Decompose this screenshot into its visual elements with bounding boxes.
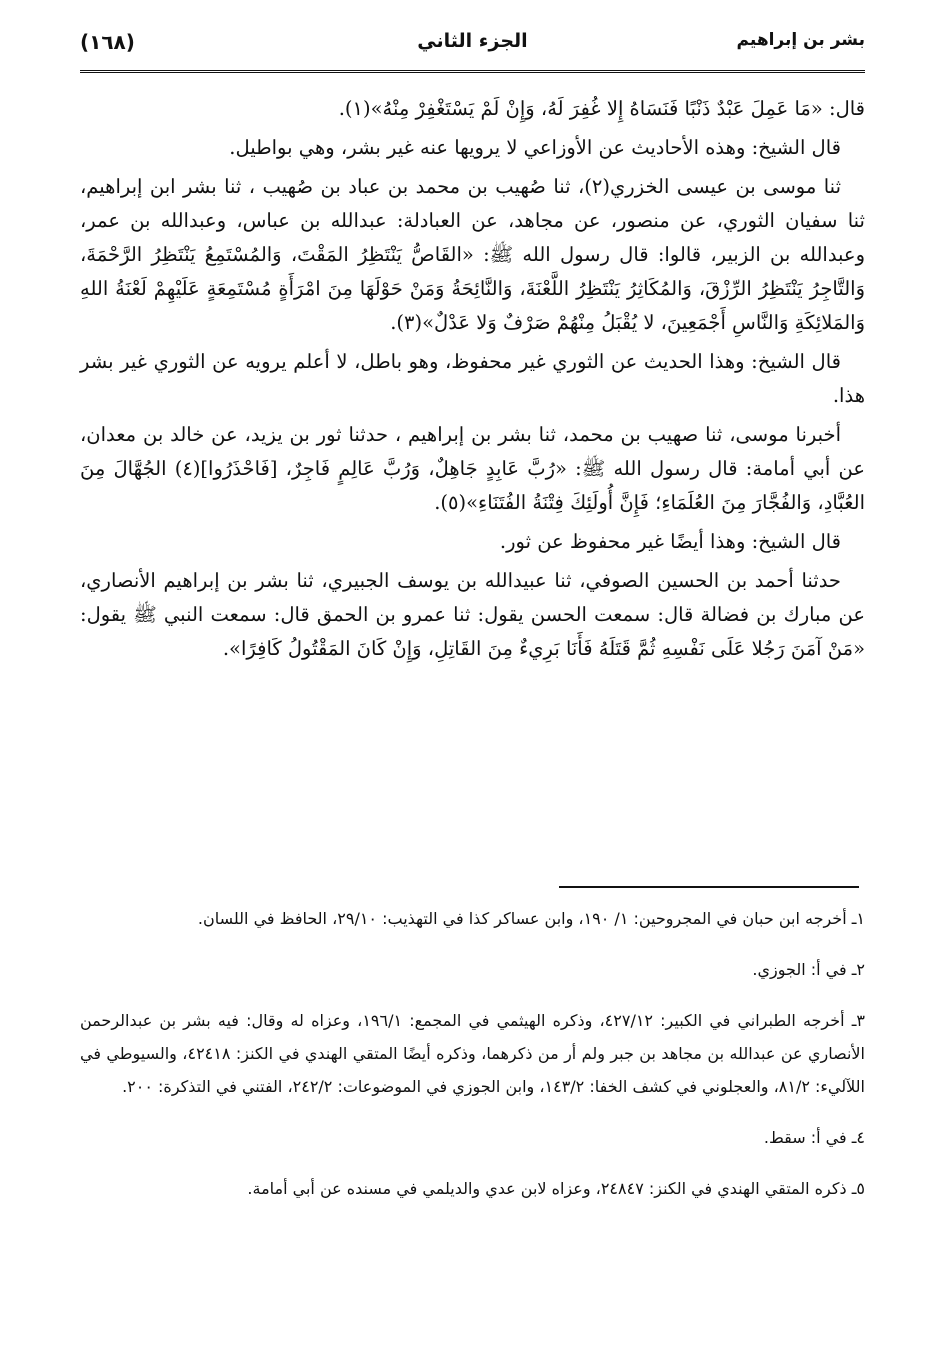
running-title: بشر بن إبراهيم bbox=[736, 30, 865, 50]
paragraph: قال الشيخ: وهذه الأحاديث عن الأوزاعي لا يرويها عنه غير بشر، وهي بواطيل. bbox=[229, 136, 841, 159]
footnote: ٣ـ أخرجه الطبراني في الكبير: ٤٢٧/١٢، وذكره الهيثمي في المجمع: ١٩٦/١، وعزاه له وقال: فيه بشر بن عبدالرحمن الأنصاري عن عبدالله بن مجاهد بن جبر ولم أر من ذكرهما، وذكره أيضًا المتقي الهندي في الكنز: ٤٢٤١٨، والسيوطي في اللآليء: ٨١/٢، والعجلوني في كشف الخفا: ١٤٣/٢، وابن الجوزي في الموضوعات: ٢٤٢/٢، الفتني في التذكرة: ٢٠٠. bbox=[80, 1011, 866, 1096]
footnote: ١ـ أخرجه ابن حبان في المجروحين: ١/ ١٩٠، وابن عساكر كذا في التهذيب: ٢٩/١٠، الحافظ في اللسان. bbox=[197, 909, 865, 928]
footnote: ٢ـ في أ: الجوزي. bbox=[752, 960, 865, 979]
paragraph: أخبرنا موسى، ثنا صهيب بن محمد، ثنا بشر بن إبراهيم ، حدثنا ثور بن يزيد، عن خالد بن معدان، عن أبي أمامة: قال رسول الله ﷺ: «رُبَّ عَابِدٍ جَاهِلٌ، وَرُبَّ عَالِمٍ فَاجِرٌ، [فَاحْذَرُوا](٤) الجُهَّالَ مِنَ العُبَّادِ، وَالفُجَّارَ مِنَ العُلَمَاءِ؛ فَإِنَّ أُولَئِكَ فِتْنَةُ الفُتَنَاءِ»(٥). bbox=[80, 423, 865, 514]
paragraph: قال الشيخ: وهذا الحديث عن الثوري غير محفوظ، وهو باطل، لا أعلم يرويه عن الثوري غير بشر هذا. bbox=[80, 350, 865, 407]
paragraph: قال الشيخ: وهذا أيضًا غير محفوظ عن ثور. bbox=[499, 530, 841, 553]
volume-title: الجزء الثاني bbox=[417, 30, 528, 52]
page-header bbox=[80, 30, 865, 64]
main-text bbox=[80, 92, 865, 671]
paragraph: قال: «مَا عَمِلَ عَبْدٌ ذَنْبًا فَنَسَاهُ إِلا غُفِرَ لَهُ، وَإِنْ لَمْ يَسْتَغْفِرْ مِنْهُ»(١). bbox=[338, 97, 865, 120]
footnotes bbox=[80, 902, 865, 1223]
page-number: (١٦٨) bbox=[80, 30, 135, 54]
footnote: ٤ـ في أ: سقط. bbox=[763, 1128, 865, 1147]
header-rule bbox=[80, 70, 865, 73]
paragraph: ثنا موسى بن عيسى الخزري(٢)، ثنا صُهيب بن محمد بن عباد بن صُهيب ، ثنا بشر ابن إبراهيم، ثنا سفيان الثوري، عن منصور، عن مجاهد، عن العبادلة: عبدالله بن عباس، وعبدالله بن عمر، وعبدالله بن الزبير، قالوا: قال رسول الله ﷺ: «القَاصُّ يَنْتَظِرُ المَقْتَ، وَالمُسْتَمِعُ يَنْتَظِرُ الرَّحْمَةَ، وَالتَّاجِرُ يَنْتَظِرُ الرِّزْقَ، وَالمُكَاثِرُ يَنْتَظِرُ اللَّعْنَةَ، وَالنَّائِحَةُ وَمَنْ حَوْلَهَا مِنَ امْرَأَةٍ مُسْتَمِعَةٍ عَلَيْهِمْ لَعْنَةُ اللهِ وَالمَلائِكَةِ وَالنَّاسِ أَجْمَعِينَ، لا يُقْبَلُ مِنْهُمْ صَرْفٌ وَلا عَدْلٌ»(٣). bbox=[80, 175, 865, 334]
paragraph: حدثنا أحمد بن الحسين الصوفي، ثنا عبيدالله بن يوسف الجبيري، ثنا بشر بن إبراهيم الأنصاري، عن مبارك بن فضالة قال: سمعت الحسن يقول: ثنا عمرو بن الحمق قال: سمعت النبي ﷺ يقول: «مَنْ آمَنَ رَجُلا عَلَى نَفْسِهِ ثُمَّ قَتَلَهُ فَأَنَا بَرِيءٌ مِنَ القَاتِلِ، وَإِنْ كَانَ المَقْتُولُ كَافِرًا». bbox=[80, 569, 865, 660]
footnote-separator bbox=[559, 886, 859, 888]
footnote: ٥ـ ذكره المتقي الهندي في الكنز: ٢٤٨٤٧، وعزاه لابن عدي والديلمي في مسنده عن أبي أمامة. bbox=[247, 1179, 865, 1198]
